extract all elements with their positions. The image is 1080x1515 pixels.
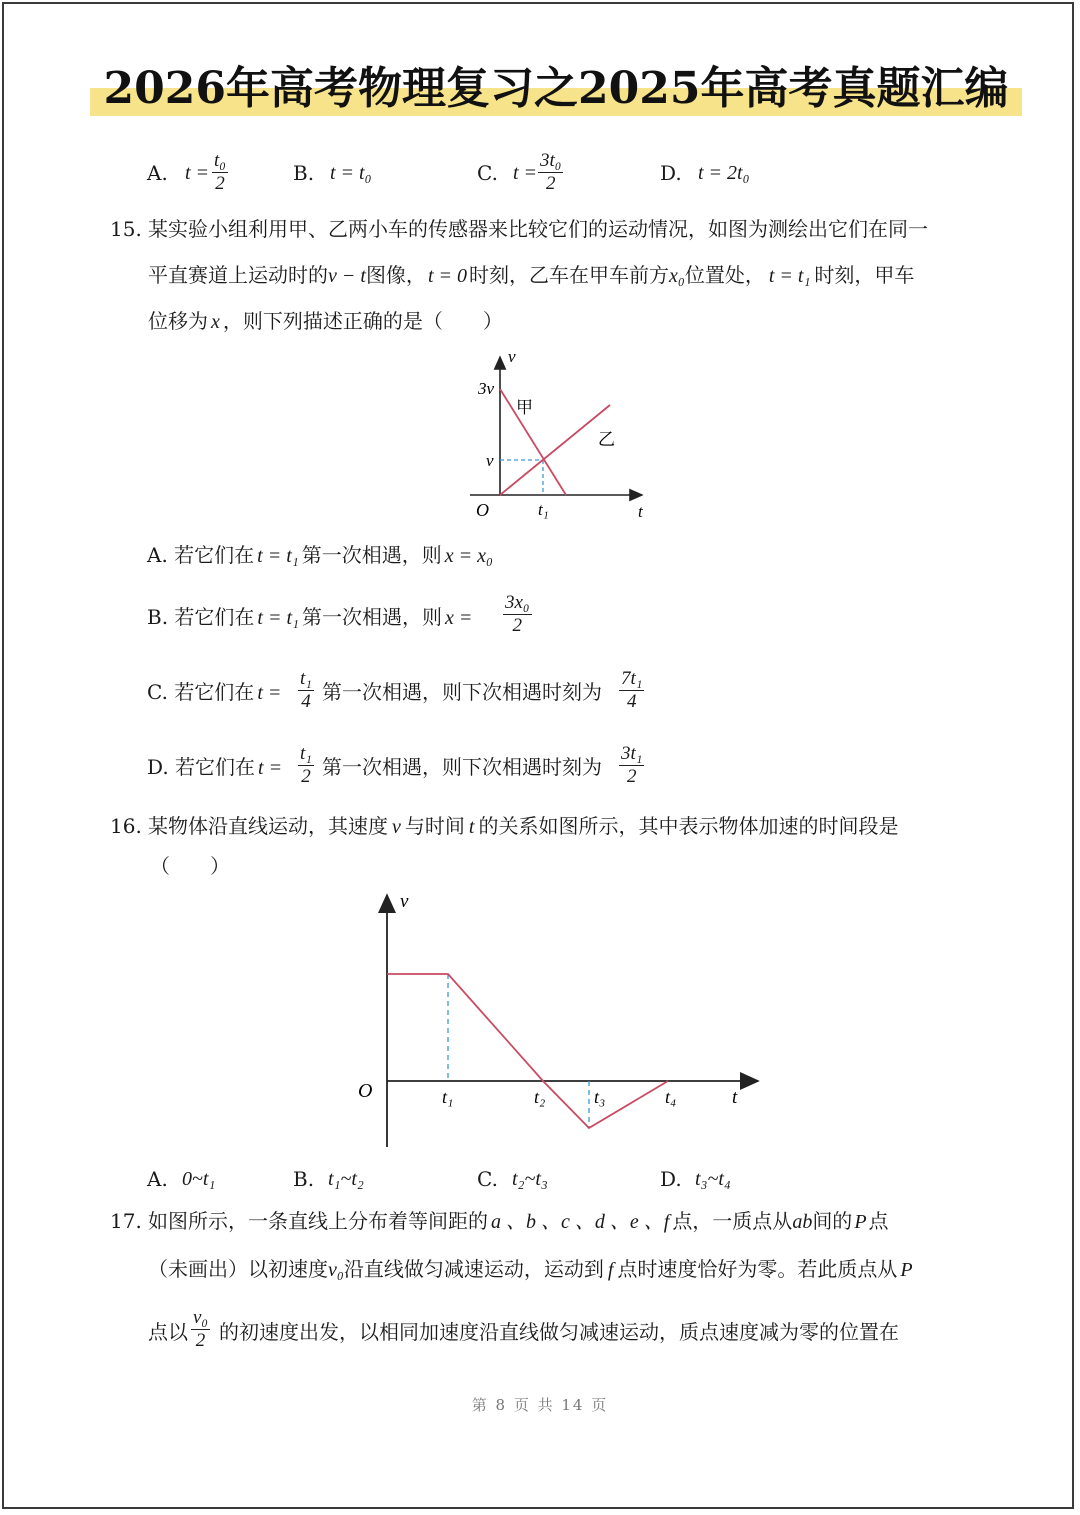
q15-option-a: A. 若它们在 t = t₁ 第一次相遇，则 x = x₀ xyxy=(147,543,493,567)
q16-origin-label: O xyxy=(358,1080,373,1102)
q14-option-b-text: t = t₀ xyxy=(330,162,372,184)
q16-option-d-label: D. xyxy=(660,1167,682,1191)
q16-line2: （ ） xyxy=(150,854,230,878)
q15-label-yi: 乙 xyxy=(598,430,615,449)
q16-axis-t-label: t xyxy=(732,1087,738,1108)
q16-option-b-label: B. xyxy=(293,1167,315,1191)
q16-option-c-text: t₂~t₃ xyxy=(512,1168,548,1190)
q17-line2: （未画出）以初速度v₀沿直线做匀减速运动，运动到 f 点时速度恰好为零。若此质点从 P xyxy=(148,1257,913,1281)
q16-tick-t2: t₂ xyxy=(534,1087,546,1107)
q15-tick-t1: t₁ xyxy=(538,500,549,519)
page-footer: 第 8 页 共 14 页 xyxy=(471,1396,609,1414)
q17-line3-rest: 的初速度出发，以相同加速度沿直线做匀减速运动，质点速度减为零的位置在 xyxy=(219,1320,899,1344)
q17-line3-start: 点以 xyxy=(148,1320,188,1344)
q16-option-b-text: t₁~t₂ xyxy=(328,1168,364,1190)
q14-option-c-lhs: t = xyxy=(513,162,538,184)
q14-option-d-text: t = 2t₀ xyxy=(698,162,750,184)
q15-label-jia: 甲 xyxy=(516,398,533,417)
q15-line-jia xyxy=(500,389,566,495)
q16-axis-v-label: v xyxy=(400,891,409,912)
q14-option-a-fraction: $\frac{\text{t₀}}{2}$ xyxy=(214,150,226,194)
q15-tick-v: v xyxy=(486,451,494,470)
q15-line-yi xyxy=(500,405,610,495)
q15-option-c-time-fraction: $\frac{\text{t₁}}{4}$ xyxy=(300,668,312,712)
q15-option-d: D. 若它们在 t = xyxy=(147,755,283,779)
q15-axis-v-label: v xyxy=(508,347,516,366)
q14-option-a-lhs: t = xyxy=(185,162,210,184)
q16-option-d-text: t₃~t₄ xyxy=(695,1168,731,1190)
q15-option-d-answer-fraction: $\frac{\text{3t₁}}{2}$ xyxy=(621,743,643,787)
q16-option-a-label: A. xyxy=(147,1167,168,1191)
q15-option-c: C. 若它们在 t = xyxy=(147,680,282,704)
title-banner xyxy=(90,58,1022,122)
q16-option-a-text: 0~t₁ xyxy=(182,1168,216,1190)
q15-axis-t-label: t xyxy=(638,502,643,521)
q14-option-b-label: B. xyxy=(293,161,315,185)
q17-number: 17. xyxy=(110,1209,142,1233)
q14-option-c-fraction: $\frac{\text{3t₀}}{2}$ xyxy=(540,150,562,194)
q15-option-c-answer-fraction: $\frac{\text{7t₁}}{4}$ xyxy=(621,668,643,712)
q15-option-b-fraction: $\frac{\text{3x₀}}{2}$ xyxy=(505,592,530,636)
q15-option-d-time-fraction: $\frac{\text{t₁}}{2}$ xyxy=(300,743,312,787)
q15-origin-label: O xyxy=(476,500,489,520)
page-title: 2026年高考物理复习之2025年高考真题汇编 xyxy=(103,63,1009,114)
q16-tick-t1: t₁ xyxy=(442,1087,454,1107)
q15-line3: 位移为 x ，则下列描述正确的是（ ） xyxy=(148,309,503,333)
q15-line1: 某实验小组利用甲、乙两小车的传感器来比较它们的运动情况，如图为测绘出它们在同一 xyxy=(148,217,928,241)
q16-option-c-label: C. xyxy=(477,1167,498,1191)
q16-tick-t3: t₃ xyxy=(594,1087,606,1107)
q16-tick-t4: t₄ xyxy=(665,1087,677,1107)
q15-number: 15. xyxy=(110,217,142,241)
q17-line1: 如图所示，一条直线上分布着等间距的 a 、b 、c 、d 、e 、f 点，一质点从ab间的 P 点 xyxy=(148,1209,889,1233)
q15-vt-graph xyxy=(460,345,660,525)
q16-line1: 某物体沿直线运动，其速度 v 与时间 t 的关系如图所示，其中表示物体加速的时间段是 xyxy=(148,814,899,838)
q16-number: 16. xyxy=(110,814,142,838)
q14-option-a-label: A. xyxy=(147,161,168,185)
q14-option-c-label: C. xyxy=(477,161,498,185)
q17-fraction: $\frac{\text{v₀}}{2}$ xyxy=(193,1307,209,1351)
q14-option-d-label: D. xyxy=(660,161,682,185)
q16-vt-graph xyxy=(350,885,770,1155)
q15-tick-3v: 3v xyxy=(478,379,495,398)
q15-option-d-text: 第一次相遇，则下次相遇时刻为 xyxy=(322,755,602,779)
q15-option-c-text: 第一次相遇，则下次相遇时刻为 xyxy=(322,680,602,704)
q15-line2: 平直赛道上运动时的v − t图像， t = 0 时刻，乙车在甲车前方x₀位置处， t = t₁ 时刻，甲车 xyxy=(148,263,915,287)
q16-velocity-curve xyxy=(387,974,668,1128)
q15-option-b: B. 若它们在 t = t₁ 第一次相遇，则 x = xyxy=(147,605,473,629)
